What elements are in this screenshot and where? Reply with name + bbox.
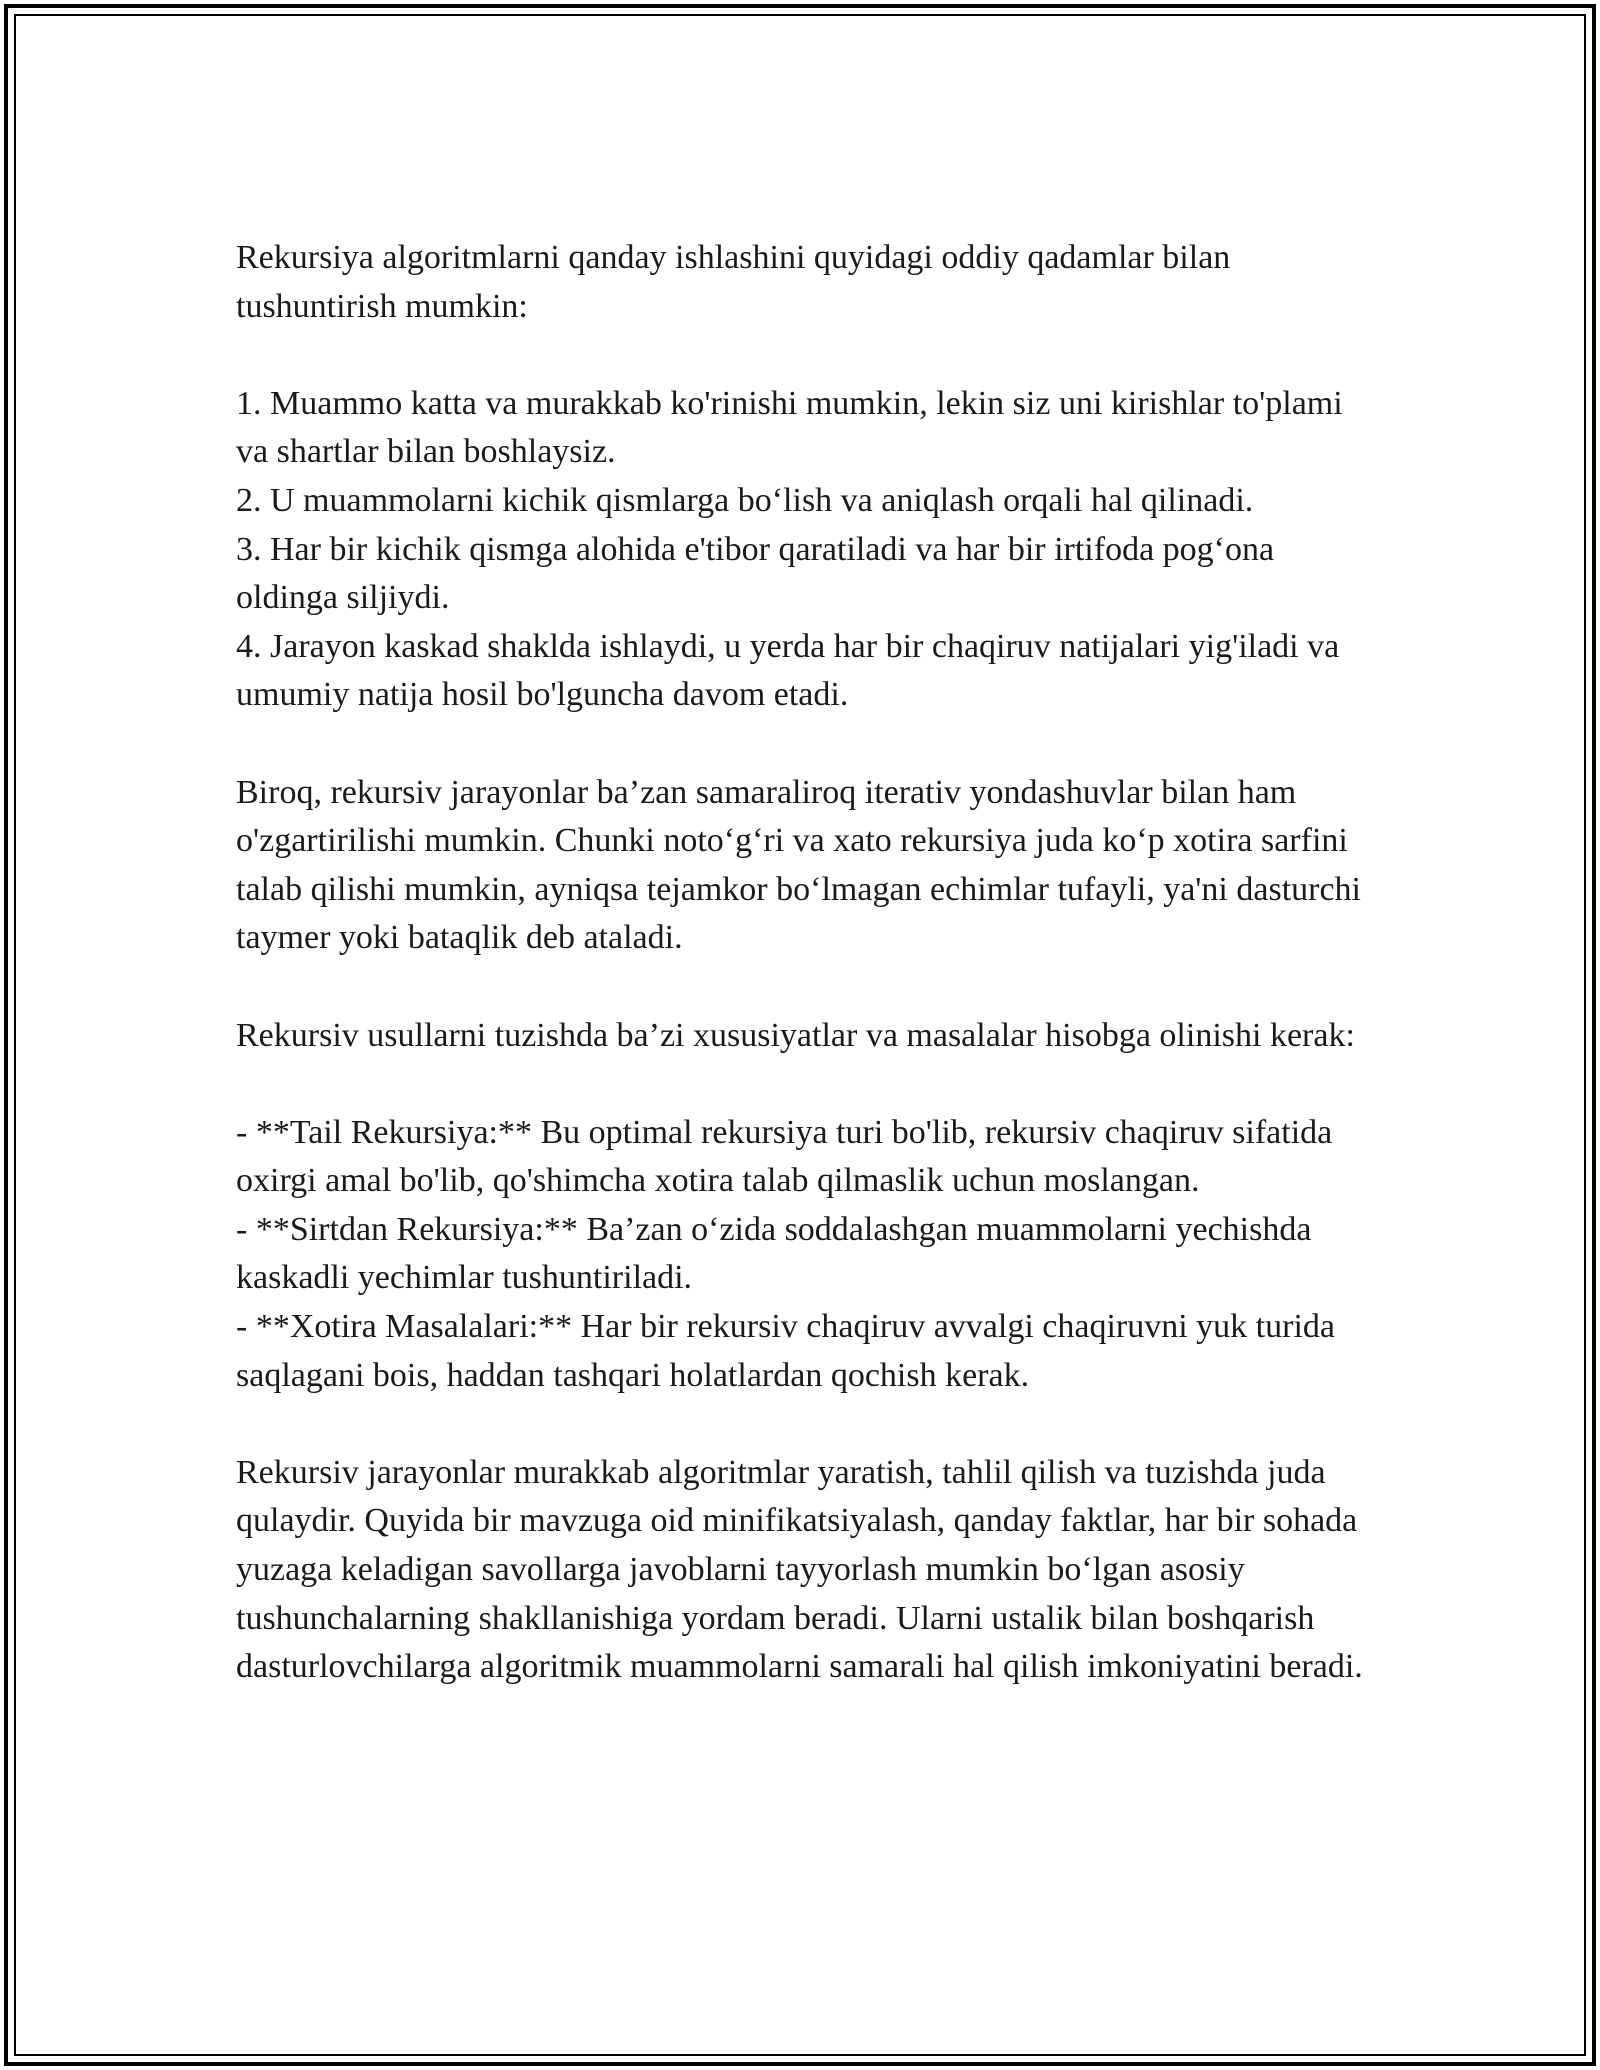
list-item-2: 2. U muammolarni kichik qismlarga bo‘lish va aniqlash orqali hal qilinadi. <box>236 481 1254 519</box>
list-item-1: 1. Muammo katta va murakkab ko'rinishi mumkin, lekin siz uni kirishlar to'plami va shartlar bilan boshlaysiz. <box>236 384 1343 471</box>
iterative-paragraph: Biroq, rekursiv jarayonlar ba’zan samaraliroq iterativ yondashuvlar bilan ham o'zgartirilishi mumkin. Chunki noto‘g‘ri va xato rekursiya juda ko‘p xotira sarfini talab qilishi mumkin, ayniqsa tejamkor bo‘lmagan echimlar tufayli, ya'ni dasturchi taymer yoki bataqlik deb ataladi. <box>236 773 1362 957</box>
list-item-4: 4. Jarayon kaskad shakldа ishlaydi, u yerda har bir chaqiruv natijalari yig'iladi va umumiy natija hosil bo'lguncha davom etadi. <box>236 627 1340 714</box>
intro-paragraph: Rekursiya algoritmlarni qanday ishlashini quyidagi oddiy qadamlar bilan tushuntirish mumkin: <box>236 239 1231 325</box>
conclusion-paragraph: Rekursiv jarayonlar murakkab algoritmlar yaratish, tahlil qilish va tuzishda juda qulaydir. Quyida bir mavzuga oid minifikatsiyalash, qanday faktlar, har bir sohada yuzaga keladigan savollarga javoblarni tayyorlash mumkin bo‘lgan asosiy tushunchalarning shakllanishiga yordam beradi. Ularni ustalik bilan boshqarish dasturlovchilarga algoritmik muammolarni samarali hal qilish imkoniyatini beradi. <box>236 1453 1363 1686</box>
considerations-paragraph: Rekursiv usullarni tuzishda ba’zi xususiyatlar va masalalar hisobga olinishi kerak: <box>236 1016 1355 1054</box>
document-body <box>236 234 1376 1692</box>
list-item-3: 3. Har bir kichik qismga alohida e'tibor qaratiladi va har bir irtifoda pog‘ona oldinga siljiydi. <box>236 530 1275 617</box>
bullet-sirtdan-recursion: - **Sirtdan Rekursiya:** Ba’zan o‘zida soddalashgan muammolarni yechishda kaskadli yechimlar tushuntiriladi. <box>236 1210 1312 1297</box>
bullet-tail-recursion: - **Tail Rekursiya:** Bu optimal rekursiya turi bo'lib, rekursiv chaqiruv sifatida oxirgi amal bo'lib, qo'shimcha xotira talab qilmaslik uchun moslangan. <box>236 1113 1333 1200</box>
bullet-memory-issues: - **Xotira Masalalari:** Har bir rekursiv chaqiruv avvalgi chaqiruvni yuk turida saqlagani bois, haddan tashqari holatlardan qochish kerak. <box>236 1308 1335 1394</box>
